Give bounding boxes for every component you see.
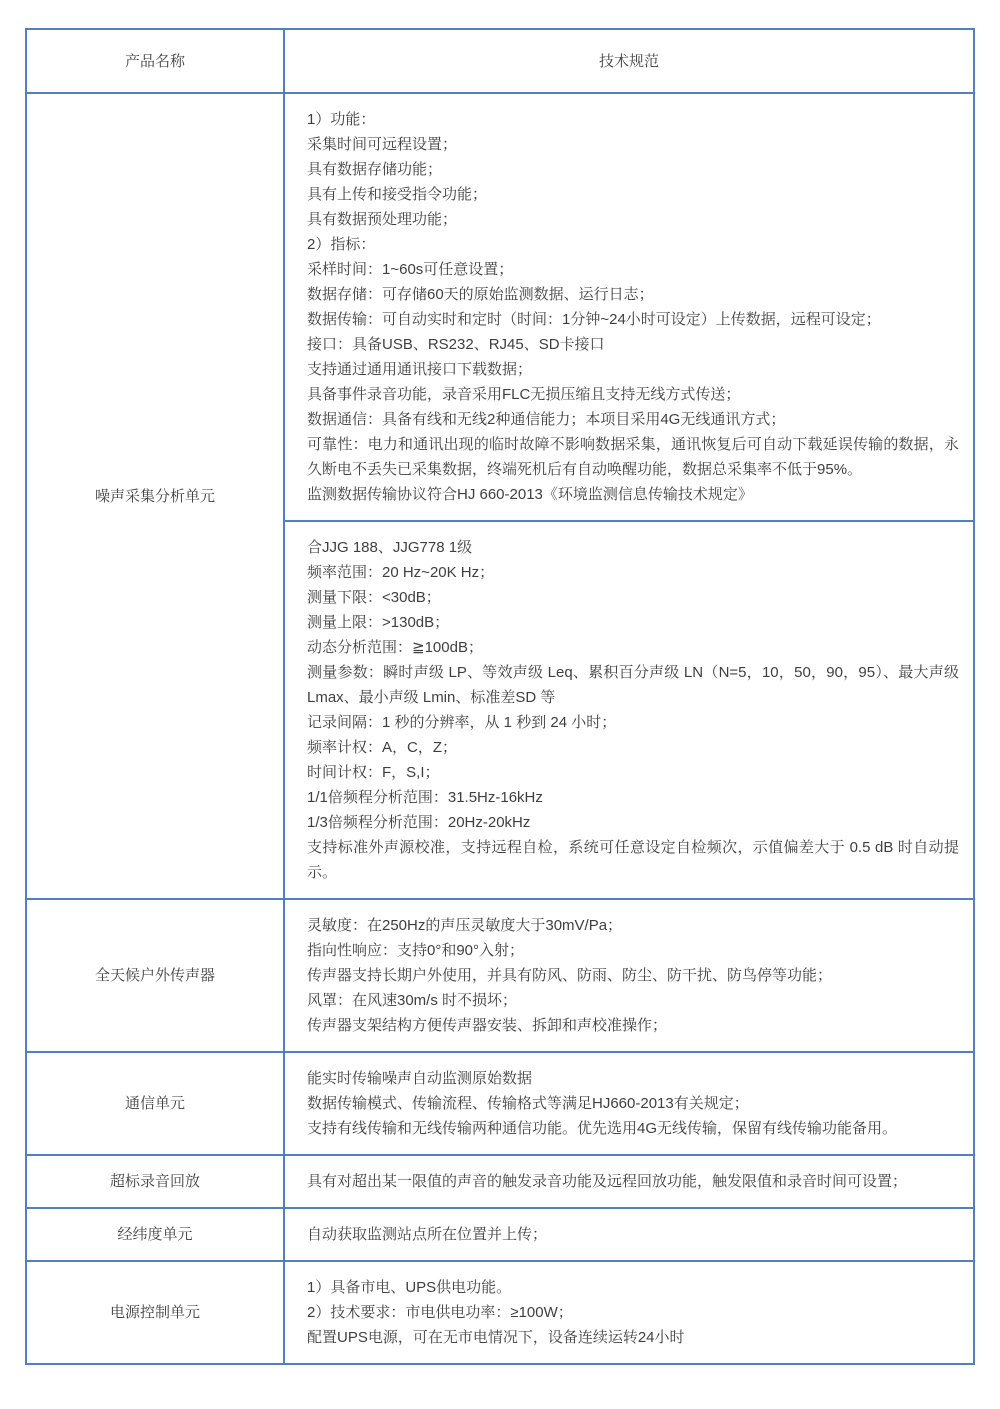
spec-line: 测量参数：瞬时声级 LP、等效声级 Leq、累积百分声级 LN（N=5，10，50，90，95）、最大声级 Lmax、最小声级 Lmin、标准差SD 等: [307, 664, 959, 706]
spec-line: 具有数据存储功能；: [307, 161, 443, 178]
spec-line: 2）技术要求：市电供电功率：≥100W；: [307, 1304, 573, 1321]
spec-line: 数据传输：可自动实时和定时（时间：1分钟~24小时可设定）上传数据，远程可设定；: [307, 311, 881, 328]
table-row-communication-unit: [27, 1051, 973, 1154]
spec-line: 传声器支架结构方便传声器安装、拆卸和声校准操作；: [307, 1017, 668, 1034]
spec-line: 时间计权：F，S,I；: [307, 764, 440, 781]
product-name-latlong-unit: 经纬度单元: [27, 1209, 285, 1260]
spec-line: 能实时传输噪声自动监测原始数据: [307, 1070, 533, 1087]
spec-line: 传声器支持长期户外使用，并具有防风、防雨、防尘、防干扰、防鸟停等功能；: [307, 967, 833, 984]
spec-line: 支持有线传输和无线传输两种通信功能。优先选用4G无线传输，保留有线传输功能备用。: [307, 1120, 898, 1137]
spec-line: 频率范围：20 Hz~20K Hz；: [307, 564, 495, 581]
col-header-product-name: 产品名称: [27, 30, 285, 92]
spec-line: 风罩：在风速30m/s 时不损坏；: [307, 992, 518, 1009]
spec-line: 2）指标：: [307, 236, 376, 253]
product-name-communication-unit: 通信单元: [27, 1053, 285, 1154]
spec-cell-communication-unit: [285, 1053, 973, 1154]
product-name-over-limit-recording: 超标录音回放: [27, 1156, 285, 1207]
spec-cell-noise-metrics: [285, 520, 973, 898]
spec-line: 1/3倍频程分析范围：20Hz-20kHz: [307, 814, 531, 831]
spec-line: 具有对超出某一限值的声音的触发录音功能及远程回放功能，触发限值和录音时间可设置；: [307, 1173, 908, 1190]
spec-line: 数据存储：可存储60天的原始监测数据、运行日志；: [307, 286, 654, 303]
spec-line: 灵敏度：在250Hz的声压灵敏度大于30mV/Pa；: [307, 917, 623, 934]
spec-line: 指向性响应：支持0°和90°入射；: [307, 942, 525, 959]
spec-line: 数据传输模式、传输流程、传输格式等满足HJ660-2013有关规定；: [307, 1095, 749, 1112]
col-header-tech-spec: 技术规范: [598, 52, 659, 70]
spec-line: 动态分析范围：≧100dB；: [307, 639, 483, 656]
table-row-over-limit-recording: [27, 1154, 973, 1207]
spec-line: 支持标准外声源校准，支持远程自检，系统可任意设定自检频次，示值偏差大于 0.5 dB 时自动提示。: [307, 839, 959, 881]
spec-cell-power-control-unit: [285, 1262, 973, 1363]
spec-line: 测量下限：<30dB；: [307, 589, 441, 606]
product-name-power-control-unit: 电源控制单元: [27, 1262, 285, 1363]
spec-line: 支持通过通用通讯接口下载数据；: [307, 361, 533, 378]
product-name-noise-collection-unit: 噪声采集分析单元: [27, 94, 285, 898]
spec-line: 1）功能：: [307, 111, 376, 128]
product-name-outdoor-microphone: 全天候户外传声器: [27, 900, 285, 1051]
spec-line: 具备事件录音功能，录音采用FLC无损压缩且支持无线方式传送；: [307, 386, 741, 403]
spec-line: 测量上限：>130dB；: [307, 614, 450, 631]
table-row-outdoor-microphone: [27, 898, 973, 1051]
spec-line: 自动获取监测站点所在位置并上传；: [307, 1226, 548, 1243]
spec-line: 监测数据传输协议符合HJ 660-2013《环境监测信息传输技术规定》: [307, 486, 753, 503]
spec-table: [25, 28, 975, 1365]
spec-line: 具有数据预处理功能；: [307, 211, 458, 228]
table-row-noise-collection-unit: [27, 92, 973, 898]
spec-line: 配置UPS电源，可在无市电情况下，设备连续运转24小时: [307, 1329, 685, 1346]
spec-line: 可靠性：电力和通讯出现的临时故障不影响数据采集，通讯恢复后可自动下载延误传输的数据，永久断电不丢失已采集数据，终端死机后有自动唤醒功能，数据总采集率不低于95%。: [307, 436, 959, 478]
spec-cell-noise-functions: [285, 94, 973, 520]
table-row-power-control-unit: [27, 1260, 973, 1363]
spec-line: 接口：具备USB、RS232、RJ45、SD卡接口: [307, 336, 605, 353]
spec-line: 数据通信：具备有线和无线2种通信能力；本项目采用4G无线通讯方式；: [307, 411, 786, 428]
spec-cell-latlong-unit: [285, 1209, 973, 1260]
spec-line: 频率计权：A，C，Z；: [307, 739, 458, 756]
spec-cell-outdoor-microphone: [285, 900, 973, 1051]
spec-line: 采集时间可远程设置；: [307, 136, 458, 153]
spec-line: 1/1倍频程分析范围：31.5Hz-16kHz: [307, 789, 543, 806]
noise-unit-spec-stack: [285, 94, 973, 898]
spec-line: 具有上传和接受指令功能；: [307, 186, 488, 203]
spec-cell-over-limit-recording: [285, 1156, 973, 1207]
spec-line: 1）具备市电、UPS供电功能。: [307, 1279, 512, 1296]
table-header-row: [27, 30, 973, 92]
spec-line: 记录间隔：1 秒的分辨率，从 1 秒到 24 小时；: [307, 714, 617, 731]
spec-line: 合JJG 188、JJG778 1级: [307, 539, 473, 556]
table-row-latlong-unit: [27, 1207, 973, 1260]
spec-line: 采样时间：1~60s可任意设置；: [307, 261, 514, 278]
